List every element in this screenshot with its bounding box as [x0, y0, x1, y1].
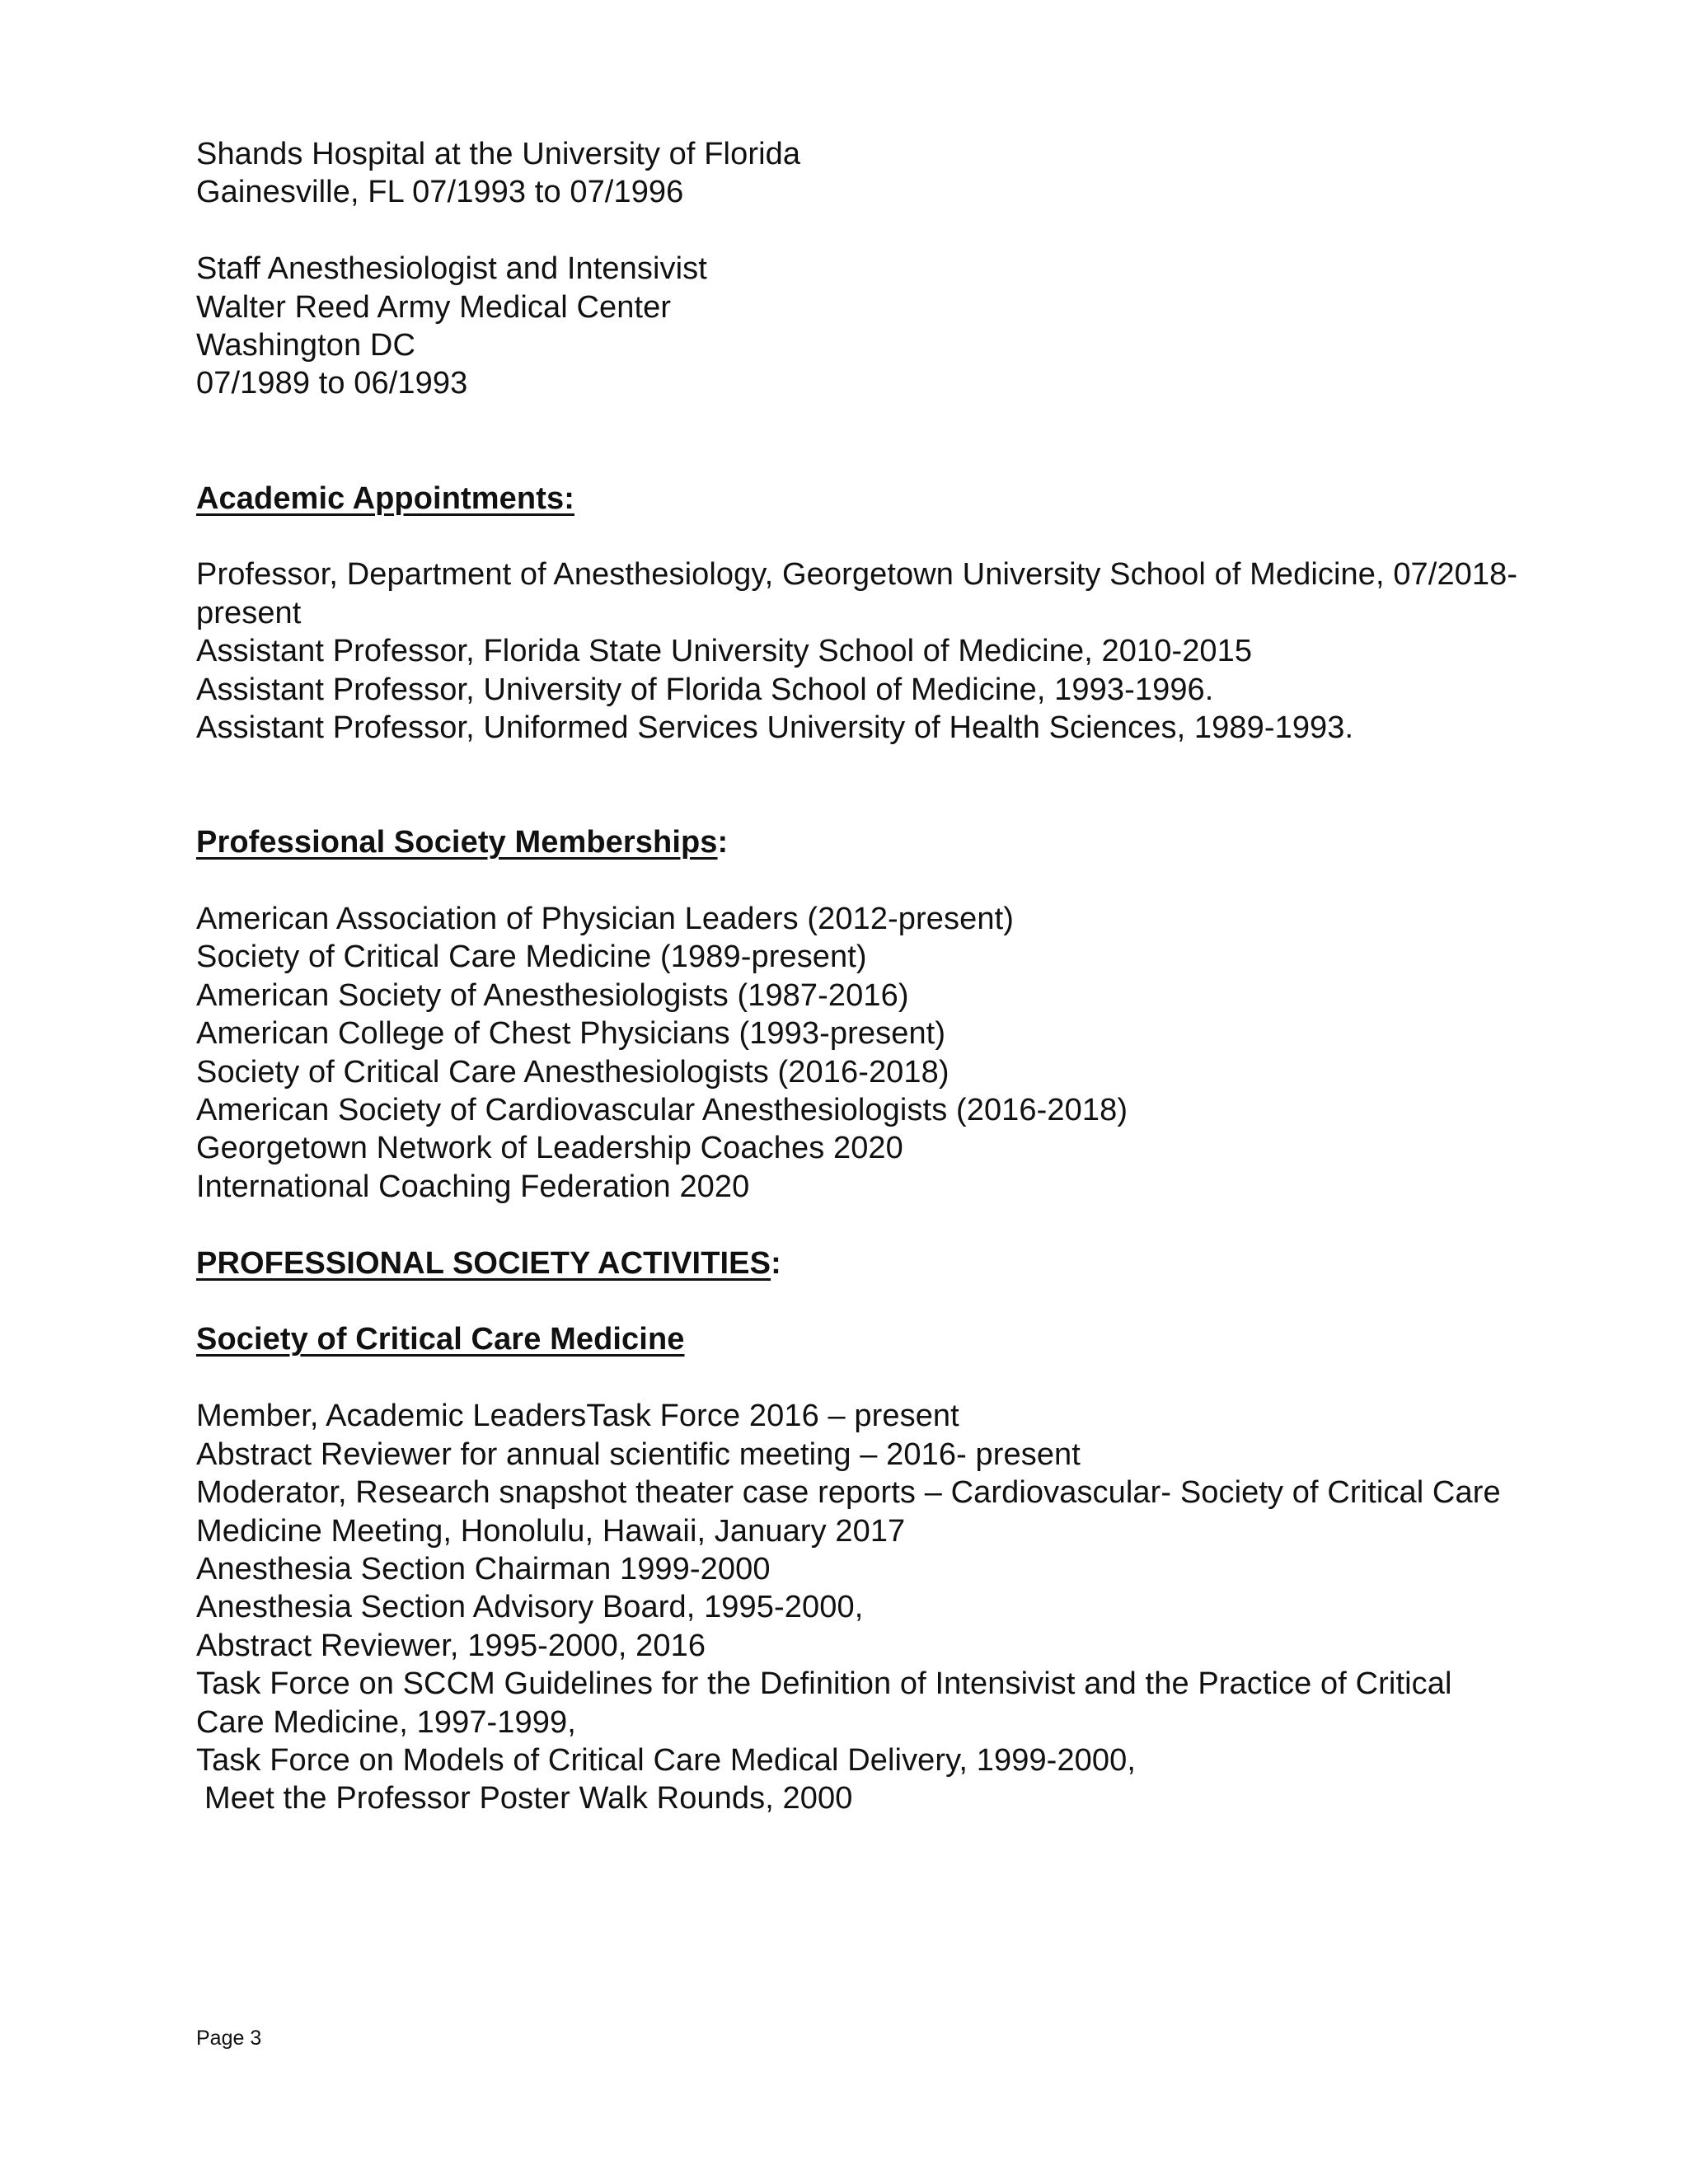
sccm-activities-list [196, 1397, 1597, 1817]
page-content [196, 135, 1597, 1818]
heading-text: Society of Critical Care Medicine [196, 1322, 685, 1357]
activities-heading [196, 1244, 1597, 1282]
text-line: 07/1989 to 06/1993 [196, 366, 468, 401]
list-item: American Association of Physician Leaders (2012-present) [196, 902, 1015, 937]
page-number: Page 3 [196, 2027, 262, 2050]
sccm-heading [196, 1320, 1597, 1358]
list-item: Assistant Professor, Florida State University School of Medicine, 2010-2015 [196, 634, 1253, 669]
list-item: Anesthesia Section Chairman 1999-2000 [196, 1551, 771, 1586]
list-item: American Society of Cardiovascular Anesthesiologists (2016-2018) [196, 1093, 1128, 1128]
text-line: Walter Reed Army Medical Center [196, 289, 672, 325]
list-item: American College of Chest Physicians (1993-present) [196, 1016, 946, 1052]
list-item: present [196, 595, 302, 630]
academic-appointments-list [196, 555, 1597, 747]
memberships-list [196, 900, 1597, 1206]
list-item: Task Force on SCCM Guidelines for the Definition of Intensivist and the Practice of Critical [196, 1666, 1452, 1702]
list-item: Anesthesia Section Advisory Board, 1995-2000, [196, 1590, 864, 1625]
memberships-heading [196, 823, 1597, 861]
heading-colon: : [771, 1245, 781, 1281]
list-item: Assistant Professor, University of Florida School of Medicine, 1993-1996. [196, 672, 1214, 707]
list-item: American Society of Anesthesiologists (1987-2016) [196, 977, 909, 1013]
list-item: International Coaching Federation 2020 [196, 1169, 750, 1204]
list-item: Member, Academic LeadersTask Force 2016 – present [196, 1399, 959, 1434]
list-item: Medicine Meeting, Honolulu, Hawaii, January 2017 [196, 1513, 906, 1549]
text-line: Washington DC [196, 328, 416, 363]
list-item: Georgetown Network of Leadership Coaches 2020 [196, 1131, 903, 1166]
heading-text: Academic Appointments: [196, 480, 574, 516]
text-line: Gainesville, FL 07/1993 to 07/1996 [196, 175, 684, 210]
list-item: Society of Critical Care Anesthesiologists (2016-2018) [196, 1054, 950, 1090]
list-item: Care Medicine, 1997-1999, [196, 1704, 576, 1740]
heading-text: Professional Society Memberships [196, 825, 718, 860]
text-line: Staff Anesthesiologist and Intensivist [196, 251, 707, 287]
academic-appointments-heading [196, 480, 1597, 518]
employment-shands [196, 135, 1597, 212]
list-item: Professor, Department of Anesthesiology, Georgetown University School of Medicine, 07/2018- [196, 557, 1518, 593]
heading-colon: : [717, 825, 729, 860]
text-line: Shands Hospital at the University of Florida [196, 137, 801, 171]
heading-text: PROFESSIONAL SOCIETY ACTIVITIES [196, 1245, 771, 1281]
list-item: Meet the Professor Poster Walk Rounds, 2000 [204, 1781, 853, 1816]
list-item: Society of Critical Care Medicine (1989-present) [196, 940, 867, 975]
list-item: Abstract Reviewer for annual scientific meeting – 2016- present [196, 1436, 1081, 1472]
list-item: Abstract Reviewer, 1995-2000, 2016 [196, 1628, 706, 1663]
list-item: Moderator, Research snapshot theater case reports – Cardiovascular- Society of Critical Care [196, 1475, 1501, 1511]
employment-walter-reed [196, 250, 1597, 403]
list-item: Task Force on Models of Critical Care Medical Delivery, 1999-2000, [196, 1742, 1137, 1778]
list-item: Assistant Professor, Uniformed Services University of Health Sciences, 1989-1993. [196, 710, 1354, 746]
